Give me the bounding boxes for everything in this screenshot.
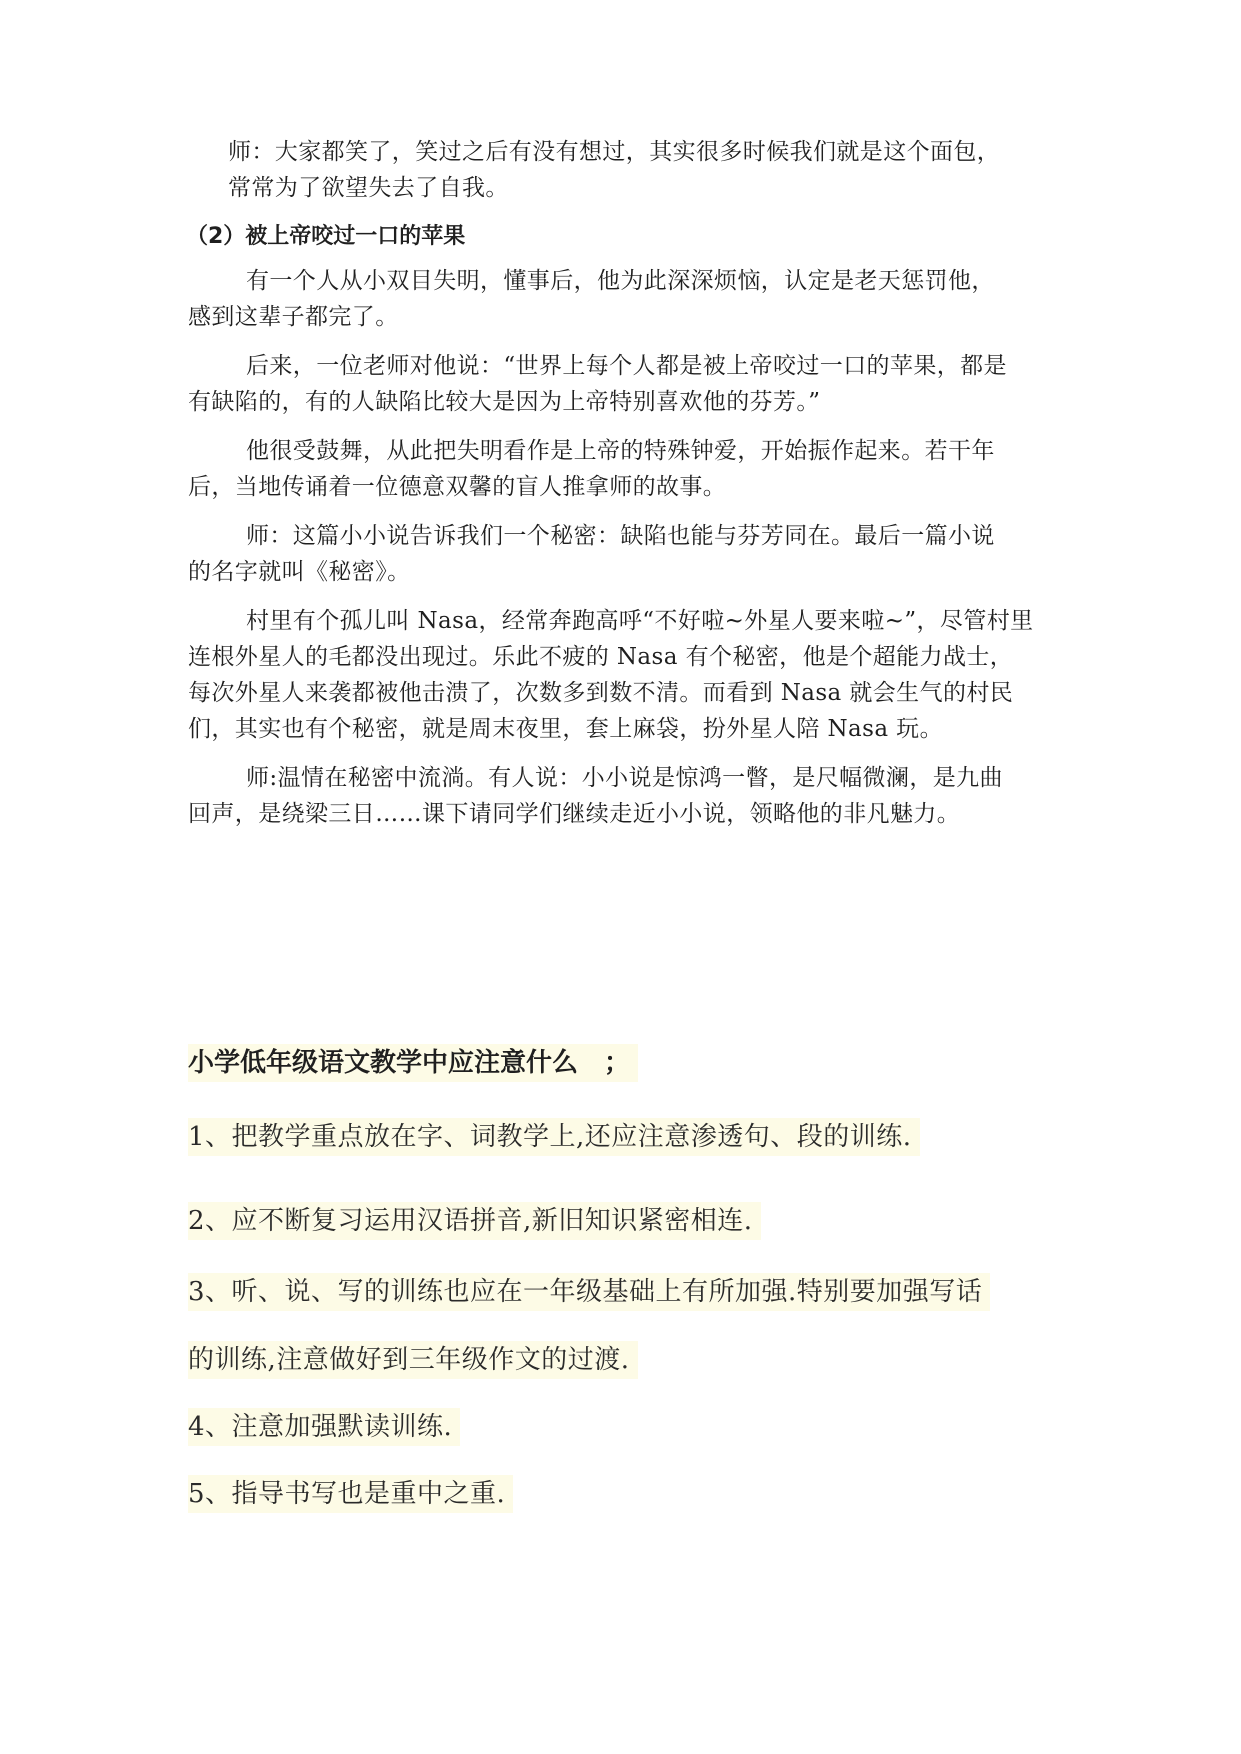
section-heading-bitten-apple: （2）被上帝咬过一口的苹果	[186, 224, 466, 249]
paragraph-teacher-laugh-line2: 常常为了欲望失去了自我。	[228, 175, 509, 201]
tips-item-2-text: 2、应不断复习运用汉语拼音,新旧知识紧密相连.	[188, 1202, 761, 1240]
tips-item-5-text: 5、指导书写也是重中之重.	[188, 1475, 513, 1513]
tips-item-2	[188, 1201, 761, 1241]
tips-item-3-line1-text: 3、听、说、写的训练也应在一年级基础上有所加强.特别要加强写话	[188, 1273, 990, 1311]
tips-heading-text: 小学低年级语文教学中应注意什么 ；	[188, 1044, 638, 1082]
paragraph-blind-man-line2: 感到这辈子都完了。	[188, 304, 399, 330]
tips-item-5	[188, 1474, 513, 1514]
paragraph-teacher-quote-line1: 后来，一位老师对他说：“世界上每个人都是被上帝咬过一口的苹果，都是	[246, 353, 1007, 379]
paragraph-nasa-line3: 每次外星人来袭都被他击溃了，次数多到数不清。而看到 Nasa 就会生气的村民	[188, 680, 1014, 706]
paragraph-blind-man-line1: 有一个人从小双目失明，懂事后，他为此深深烦恼，认定是老天惩罚他，	[246, 268, 995, 294]
paragraph-encouraged-line2: 后，当地传诵着一位德意双馨的盲人推拿师的故事。	[188, 474, 727, 500]
paragraph-nasa-line2: 连根外星人的毛都没出现过。乐此不疲的 Nasa 有个秘密，他是个超能力战士，	[188, 644, 1014, 670]
tips-heading	[188, 1043, 638, 1083]
paragraph-secret-intro-line2: 的名字就叫《秘密》。	[188, 559, 411, 585]
paragraph-secret-intro-line1: 师：这篇小小说告诉我们一个秘密：缺陷也能与芬芳同在。最后一篇小说	[246, 523, 995, 549]
tips-item-1-text: 1、把教学重点放在字、词教学上,还应注意渗透句、段的训练.	[188, 1118, 920, 1156]
tips-item-4	[188, 1407, 460, 1447]
paragraph-encouraged-line1: 他很受鼓舞，从此把失明看作是上帝的特殊钟爱，开始振作起来。若干年	[246, 438, 995, 464]
paragraph-teacher-quote-line2: 有缺陷的，有的人缺陷比较大是因为上帝特别喜欢他的芬芳。”	[188, 389, 821, 415]
paragraph-warmth-line2: 回声，是绕梁三日……课下请同学们继续走近小小说，领略他的非凡魅力。	[188, 801, 961, 827]
tips-item-3-line2	[188, 1340, 638, 1380]
tips-item-1	[188, 1117, 920, 1157]
paragraph-warmth-line1: 师:温情在秘密中流淌。有人说：小小说是惊鸿一瞥，是尺幅微澜，是九曲	[246, 765, 1003, 791]
paragraph-teacher-laugh-line1: 师：大家都笑了，笑过之后有没有想过，其实很多时候我们就是这个面包，	[228, 139, 1001, 165]
tips-item-4-text: 4、注意加强默读训练.	[188, 1408, 460, 1446]
tips-item-3-line1	[188, 1272, 990, 1312]
paragraph-nasa-line1: 村里有个孤儿叫 Nasa，经常奔跑高呼“不好啦~外星人要来啦~”，尽管村里	[246, 608, 1034, 634]
paragraph-nasa-line4: 们，其实也有个秘密，就是周末夜里，套上麻袋，扮外星人陪 Nasa 玩。	[188, 716, 943, 742]
tips-item-3-line2-text: 的训练,注意做好到三年级作文的过渡.	[188, 1341, 638, 1379]
